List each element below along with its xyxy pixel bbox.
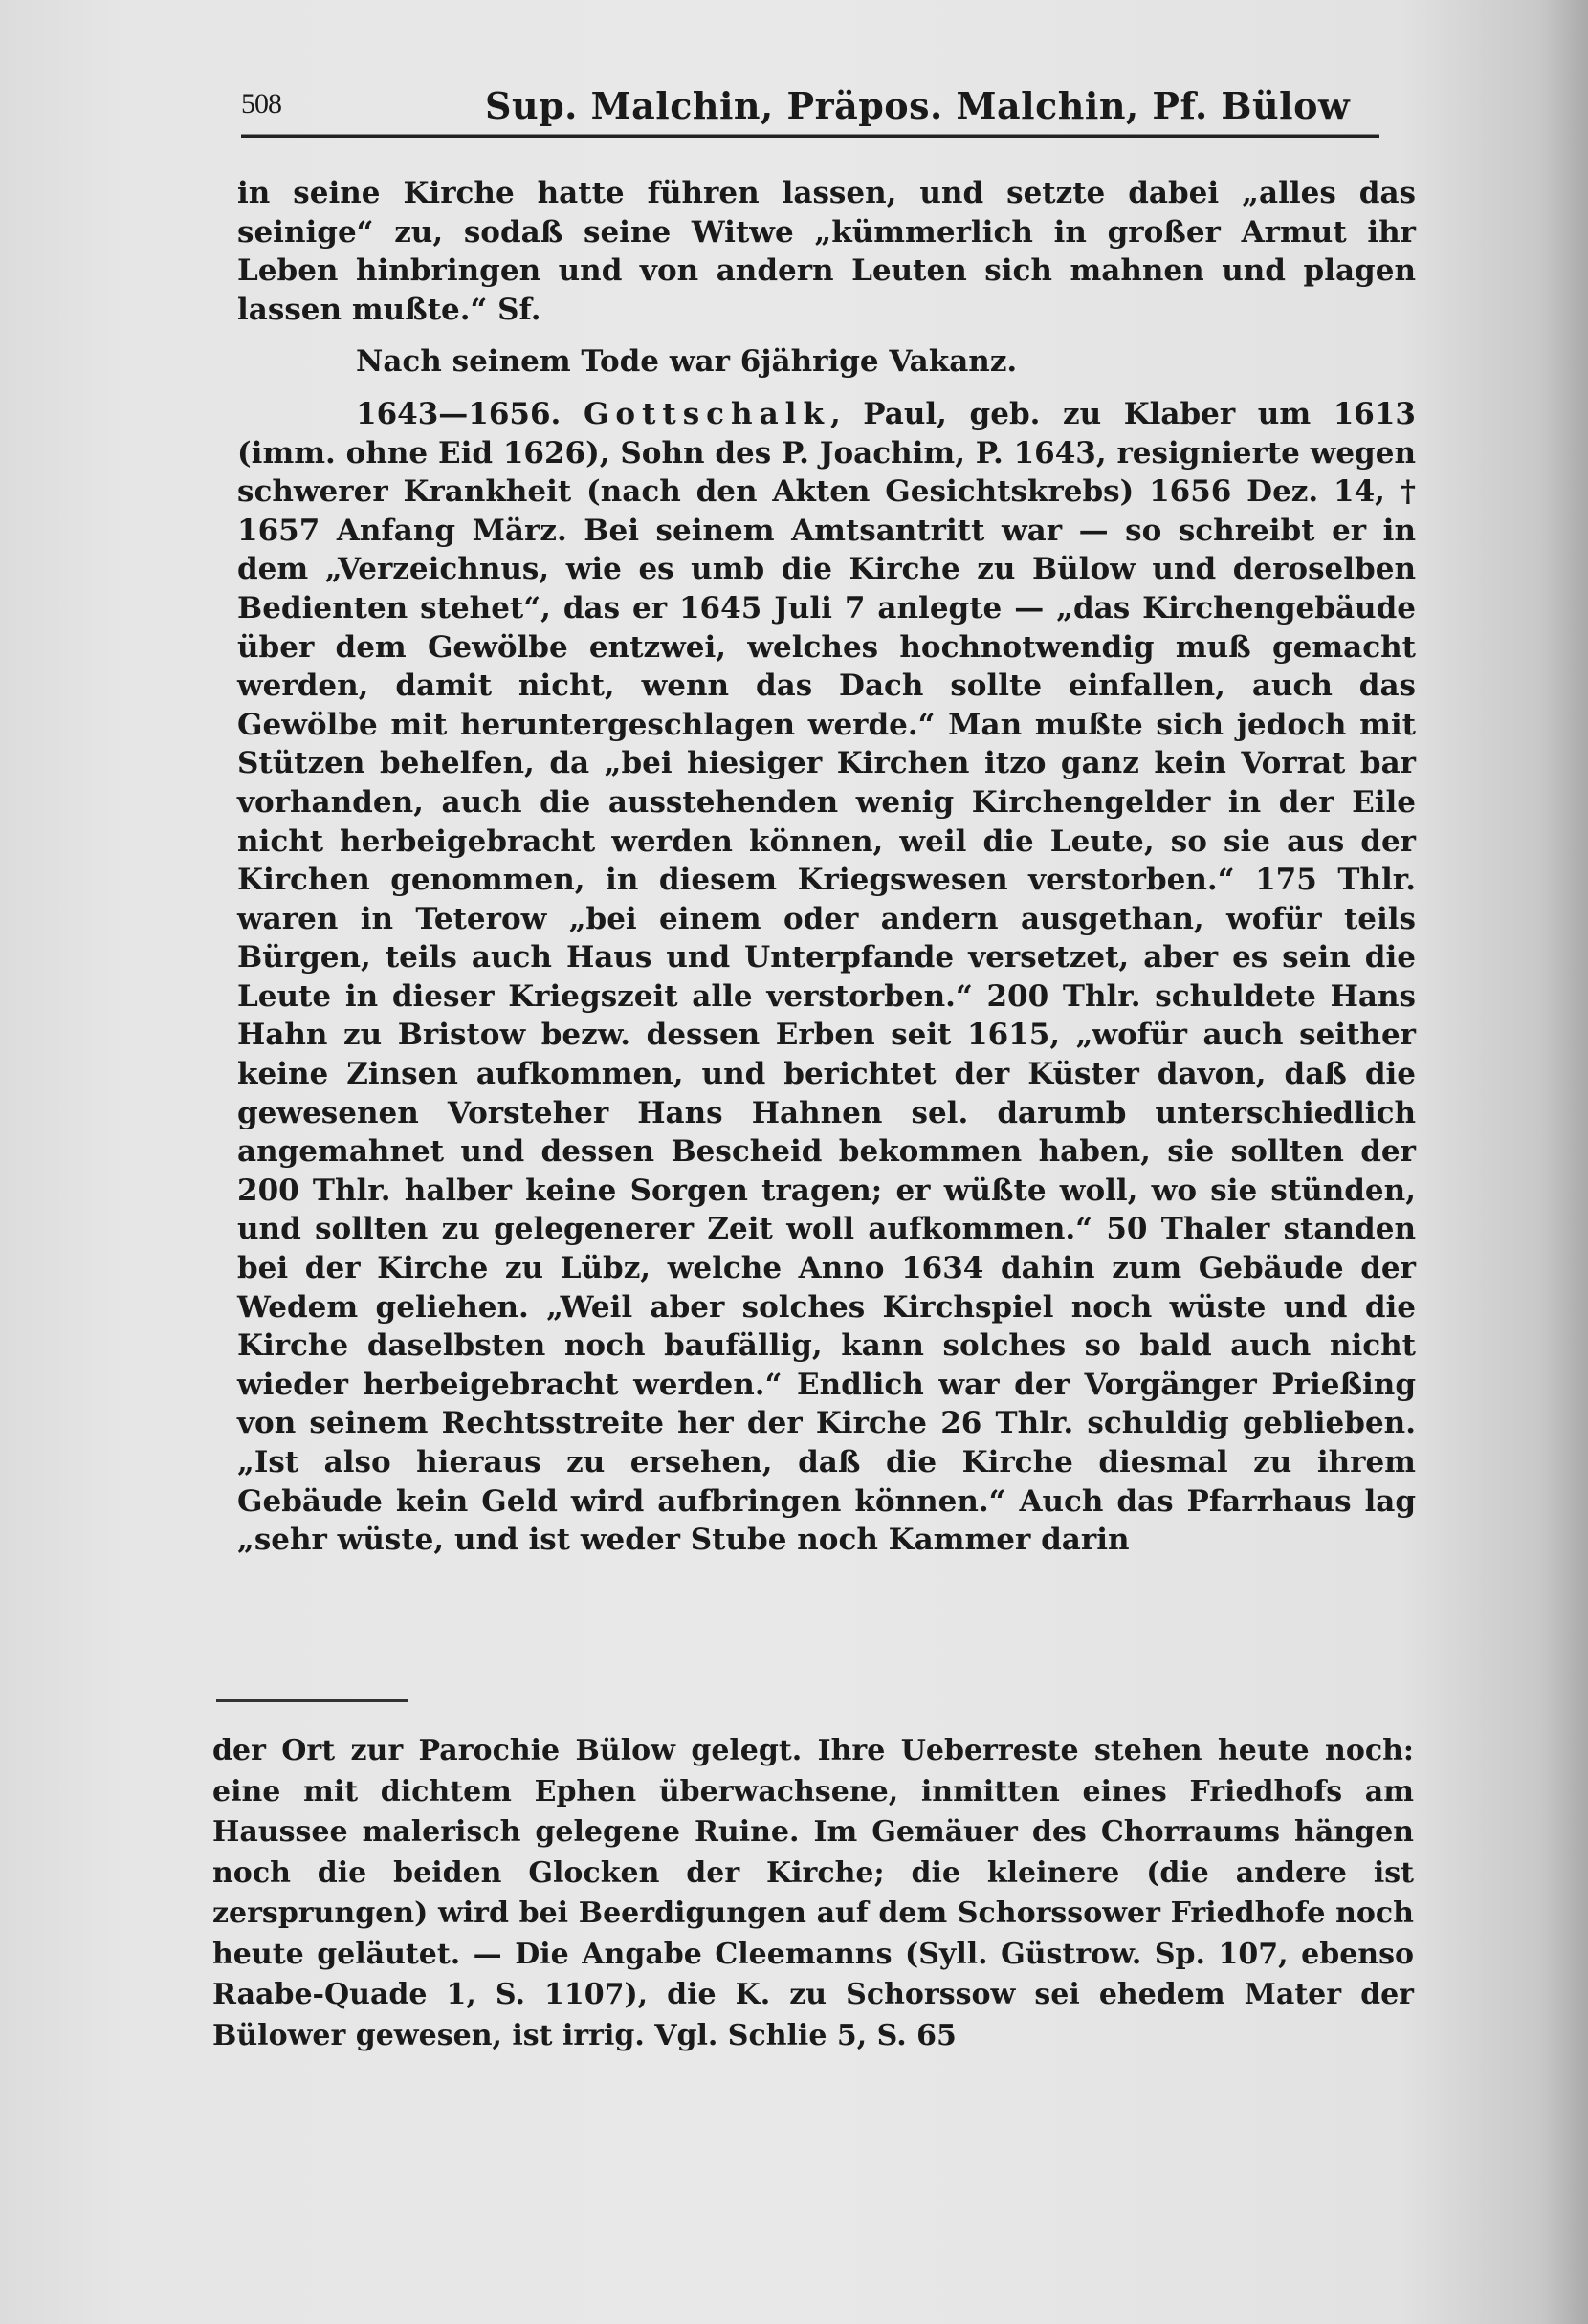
paragraph-entry-gottschalk (237, 395, 1416, 1560)
entry-text: , Paul, geb. zu Klaber um 1613 (imm. ohne Eid 1626), Sohn des P. Joachim, P. 1643, resignierte wegen schwerer Krankheit (nach den Akten Gesichtskrebs) 1656 Dez. 14, † 1657 Anfang März. Bei seinem Amtsantritt war — so schreibt er in dem „Verzeichnus, wie es umb die Kirche zu Bülow und deroselben Bedienten stehet“, das er 1645 Juli 7 anlegte — „das Kirchengebäude über dem Gewölbe entzwei, welches hochnotwendig muß gemacht werden, damit nicht, wenn das Dach sollte einfallen, auch das Gewölbe mit heruntergeschlagen werde.“ Man mußte sich jedoch mit Stützen behelfen, da „bei hiesiger Kirchen itzo ganz kein Vorrat bar vorhanden, auch die ausstehenden wenig Kirchengelder in der Eile nicht herbeigebracht werden können, weil die Leute, so sie aus der Kirchen genommen, in diesem Kriegswesen verstorben.“ 175 Thlr. waren in Teterow „bei einem oder andern ausgethan, wofür teils Bürgen, teils auch Haus und Unterpfande versetzet, aber es sein die Leute in dieser Kriegszeit alle verstorben.“ 200 Thlr. schuldete Hans Hahn zu Bristow bezw. dessen Erben seit 1615, „wofür auch seither keine Zinsen aufkommen, und berichtet der Küster davon, daß die gewesenen Vorsteher Hans Hahnen sel. darumb unterschiedlich angemahnet und dessen Bescheid bekommen haben, sie sollten der 200 Thlr. halber keine Sorgen tragen; er wüßte woll, wo sie stünden, und sollten zu gelegenerer Zeit woll aufkommen.“ 50 Thaler standen bei der Kirche zu Lübz, welche Anno 1634 dahin zum Gebäude der Wedem geliehen. „Weil aber solches Kirchspiel noch wüste und die Kirche daselbsten noch baufällig, kann solches so bald auch nicht wieder herbeigebracht werden.“ Endlich war der Vorgänger Prießing von seinem Rechtsstreite her der Kirche 26 Thlr. schuldig geblieben. „Ist also hieraus zu ersehen, daß die Kirche diesmal zu ihrem Gebäude kein Geld wird aufbringen können.“ Auch das Pfarrhaus lag „sehr wüste, und ist weder Stube noch Kammer darin (237, 396, 1416, 1558)
page-number: 508 (241, 88, 281, 120)
paragraph-continuation: in seine Kirche hatte führen lassen, und setzte dabei „alles das seinige“ zu, sodaß seine Witwe „kümmerlich in großer Armut ihr Leben hinbringen und von andern Leuten sich mahnen und plagen lassen mußte.“ Sf. (237, 176, 1416, 327)
entry-surname: Gottschalk (583, 396, 830, 431)
paragraph-vacancy: Nach seinem Tode war 6jährige Vakanz. (356, 344, 1018, 380)
footnote (212, 1731, 1414, 2056)
main-text (237, 174, 1416, 1560)
running-title: Sup. Malchin, Präpos. Malchin, Pf. Bülow (485, 84, 1351, 127)
footnote-rule (216, 1699, 408, 1702)
header-rule (241, 134, 1379, 138)
footnote-text: der Ort zur Parochie Bülow gelegt. Ihre Ueberreste stehen heute noch: eine mit dichtem Ephen überwachsene, inmitten eines Friedhofs am Haussee malerisch gelegene Ruine. Im Gemäuer des Chorraums hängen noch die beiden Glocken der Kirche; die kleinere (die andere ist zersprungen) wird bei Beerdigungen auf dem Schorssower Friedhofe noch heute geläutet. — Die Angabe Cleemanns (Syll. Güstrow. Sp. 107, ebenso Raabe-Quade 1, S. 1107), die K. zu Schorssow sei ehedem Mater der Bülower gewesen, ist irrig. Vgl. Schlie 5, S. 65 (212, 1734, 1414, 2052)
page-header (241, 84, 1379, 142)
entry-dates: 1643—1656. (356, 396, 562, 431)
